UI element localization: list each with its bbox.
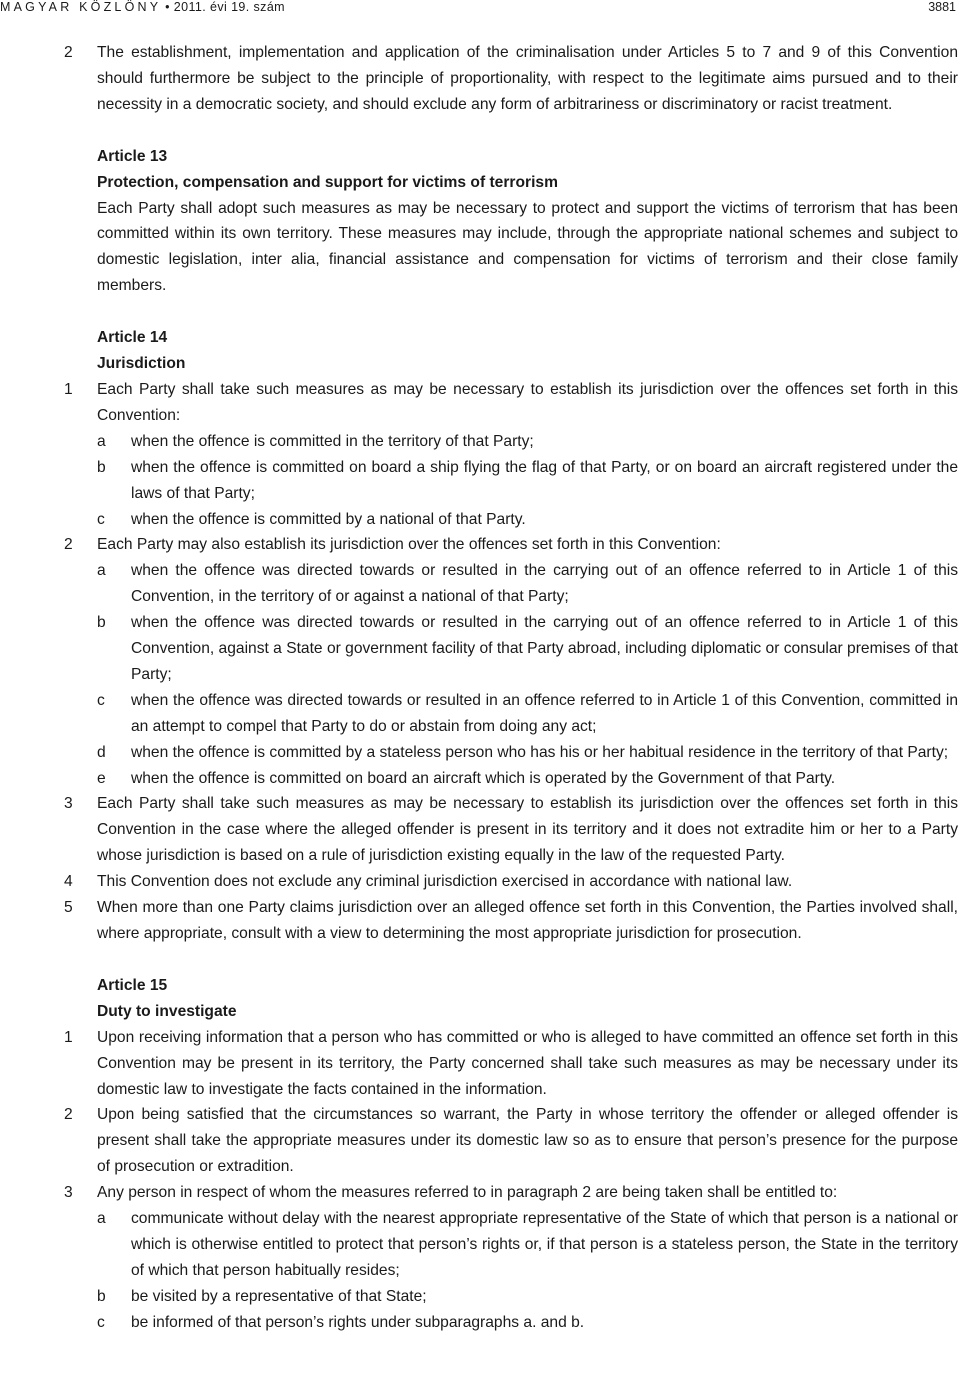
paragraph-number: 1 bbox=[64, 1028, 73, 1046]
item-text: be visited by a representative of that State; bbox=[131, 1287, 427, 1305]
item-text: when the offence was directed towards or resulted in the carrying out of an offence referred to in Article 1 of this Convention, against a State or government facility of that Party abroad, including diplomatic or consular premises of that Party; bbox=[131, 614, 958, 683]
list-item bbox=[0, 558, 958, 610]
paragraph-number: 4 bbox=[64, 873, 73, 891]
paragraph-text: Any person in respect of whom the measures referred to in paragraph 2 are being taken shall be entitled to: bbox=[97, 1184, 838, 1202]
item-letter: c bbox=[97, 1313, 105, 1331]
paragraph-number: 2 bbox=[64, 536, 73, 554]
article-13-text bbox=[0, 196, 958, 300]
intro-paragraph bbox=[0, 40, 958, 118]
article-15-paragraph-2 bbox=[0, 1102, 958, 1180]
paragraph-number: 1 bbox=[64, 380, 73, 398]
paragraph-text: Each Party shall adopt such measures as may be necessary to protect and support the victims of terrorism that has been committed within its own territory. These measures may include, through the appropriate national schemes and subject to domestic legislation, inter alia, financial assistance and compensation for victims of terrorism and their close family members. bbox=[97, 199, 958, 295]
header-bullet: • bbox=[165, 0, 170, 14]
item-letter: c bbox=[97, 510, 105, 528]
list-item bbox=[0, 766, 958, 792]
article-14-title: Jurisdiction bbox=[97, 355, 186, 373]
item-text: be informed of that person’s rights under subparagraphs a. and b. bbox=[131, 1313, 585, 1331]
item-letter: a bbox=[97, 562, 106, 580]
list-item bbox=[0, 455, 958, 507]
article-15-paragraph-1 bbox=[0, 1025, 958, 1103]
item-text: when the offence is committed by a stateless person who has his or her habitual residence in the territory of that Party; bbox=[131, 743, 949, 761]
item-letter: b bbox=[97, 614, 106, 632]
running-head bbox=[0, 0, 285, 14]
paragraph-number: 3 bbox=[64, 795, 73, 813]
paragraph-text: When more than one Party claims jurisdiction over an alleged offence set forth in this Convention, the Parties involved shall, where appropriate, consult with a view to determining the most appropriate jurisdiction for prosecution. bbox=[97, 899, 958, 942]
list-item bbox=[0, 1206, 958, 1284]
article-15-title: Duty to investigate bbox=[97, 1002, 237, 1020]
paragraph-number: 3 bbox=[64, 1184, 73, 1202]
item-text: when the offence is committed by a national of that Party. bbox=[131, 510, 526, 528]
article-14-paragraph-3 bbox=[0, 791, 958, 869]
article-14-paragraph-1 bbox=[0, 377, 958, 429]
article-15-paragraph-3 bbox=[0, 1180, 958, 1206]
document-body bbox=[0, 40, 958, 1336]
item-letter: c bbox=[97, 691, 105, 709]
list-item bbox=[0, 1310, 958, 1336]
item-text: when the offence was directed towards or resulted in an offence referred to in Article 1 of this Convention, committed in an attempt to compel that Party to do or abstain from doing any act; bbox=[131, 691, 958, 735]
page-header bbox=[0, 0, 960, 14]
list-item bbox=[0, 429, 958, 455]
item-text: when the offence was directed towards or resulted in the carrying out of an offence referred to in Article 1 of this Convention, in the territory of or against a national of that Party; bbox=[131, 562, 958, 606]
paragraph-text: Upon being satisfied that the circumstances so warrant, the Party in whose territory the offender or alleged offender is present shall take the appropriate measures under its domestic law so as to ensure that person’s presence for the purpose of prosecution or extradition. bbox=[97, 1106, 958, 1176]
paragraph-text: The establishment, implementation and application of the criminalisation under Articles 5 to 7 and 9 of this Convention should furthermore be subject to the principle of proportionality, with respect to the legitimate aims pursued and to their necessity in a democratic society, and should exclude any form of arbitrariness or discriminatory or racist treatment. bbox=[97, 44, 958, 113]
paragraph-text: Each Party may also establish its jurisdiction over the offences set forth in this Convention: bbox=[97, 536, 721, 554]
paragraph-text: This Convention does not exclude any criminal jurisdiction exercised in accordance with national law. bbox=[97, 873, 793, 891]
item-text: communicate without delay with the nearest appropriate representative of the State of which that person is a national or which is otherwise entitled to protect that person’s rights or, if that person is a stateless person, the State in the territory of which that person habitually resides; bbox=[131, 1210, 958, 1279]
item-text: when the offence is committed in the territory of that Party; bbox=[131, 432, 534, 450]
item-letter: a bbox=[97, 1210, 106, 1228]
article-14-heading: Article 14 bbox=[97, 329, 168, 347]
page-number: 3881 bbox=[928, 0, 956, 14]
article-14-paragraph-2 bbox=[0, 532, 958, 558]
list-item bbox=[0, 1284, 958, 1310]
paragraph-text: Upon receiving information that a person who has committed or who is alleged to have committed an offence set forth in this Convention may be present in its territory, the Party concerned shall take such measures as may be necessary under its domestic law to investigate the facts contained in the information. bbox=[97, 1028, 958, 1098]
item-letter: a bbox=[97, 432, 106, 450]
paragraph-number: 2 bbox=[64, 44, 73, 61]
paragraph-text: Each Party shall take such measures as may be necessary to establish its jurisdiction over the offences set forth in this Convention: bbox=[97, 380, 958, 424]
item-text: when the offence is committed on board a ship flying the flag of that Party, or on board an aircraft registered under the laws of that Party; bbox=[131, 458, 958, 502]
article-14-paragraph-5 bbox=[0, 895, 958, 947]
item-letter: b bbox=[97, 458, 106, 476]
item-letter: b bbox=[97, 1287, 106, 1305]
article-13-heading: Article 13 bbox=[97, 147, 168, 165]
item-letter: e bbox=[97, 769, 106, 787]
paragraph-number: 2 bbox=[64, 1106, 73, 1124]
issue-label: 2011. évi 19. szám bbox=[173, 0, 285, 14]
list-item bbox=[0, 507, 958, 533]
article-15-heading: Article 15 bbox=[97, 976, 168, 994]
article-14-paragraph-4 bbox=[0, 869, 958, 895]
paragraph-number: 5 bbox=[64, 899, 73, 917]
list-item bbox=[0, 610, 958, 688]
paragraph-text: Each Party shall take such measures as may be necessary to establish its jurisdiction over the offences set forth in this Convention in the case where the alleged offender is present in its territory and it does not extradite him or her to a Party whose jurisdiction is based on a rule of jurisdiction existing equally in the law of the requested Party. bbox=[97, 795, 958, 865]
item-letter: d bbox=[97, 743, 106, 761]
article-13-title: Protection, compensation and support for victims of terrorism bbox=[97, 173, 558, 191]
list-item bbox=[0, 740, 958, 766]
publication-name: MAGYAR KÖZLÖNY bbox=[0, 0, 162, 14]
list-item bbox=[0, 688, 958, 740]
item-text: when the offence is committed on board an aircraft which is operated by the Government of that Party. bbox=[131, 769, 836, 787]
